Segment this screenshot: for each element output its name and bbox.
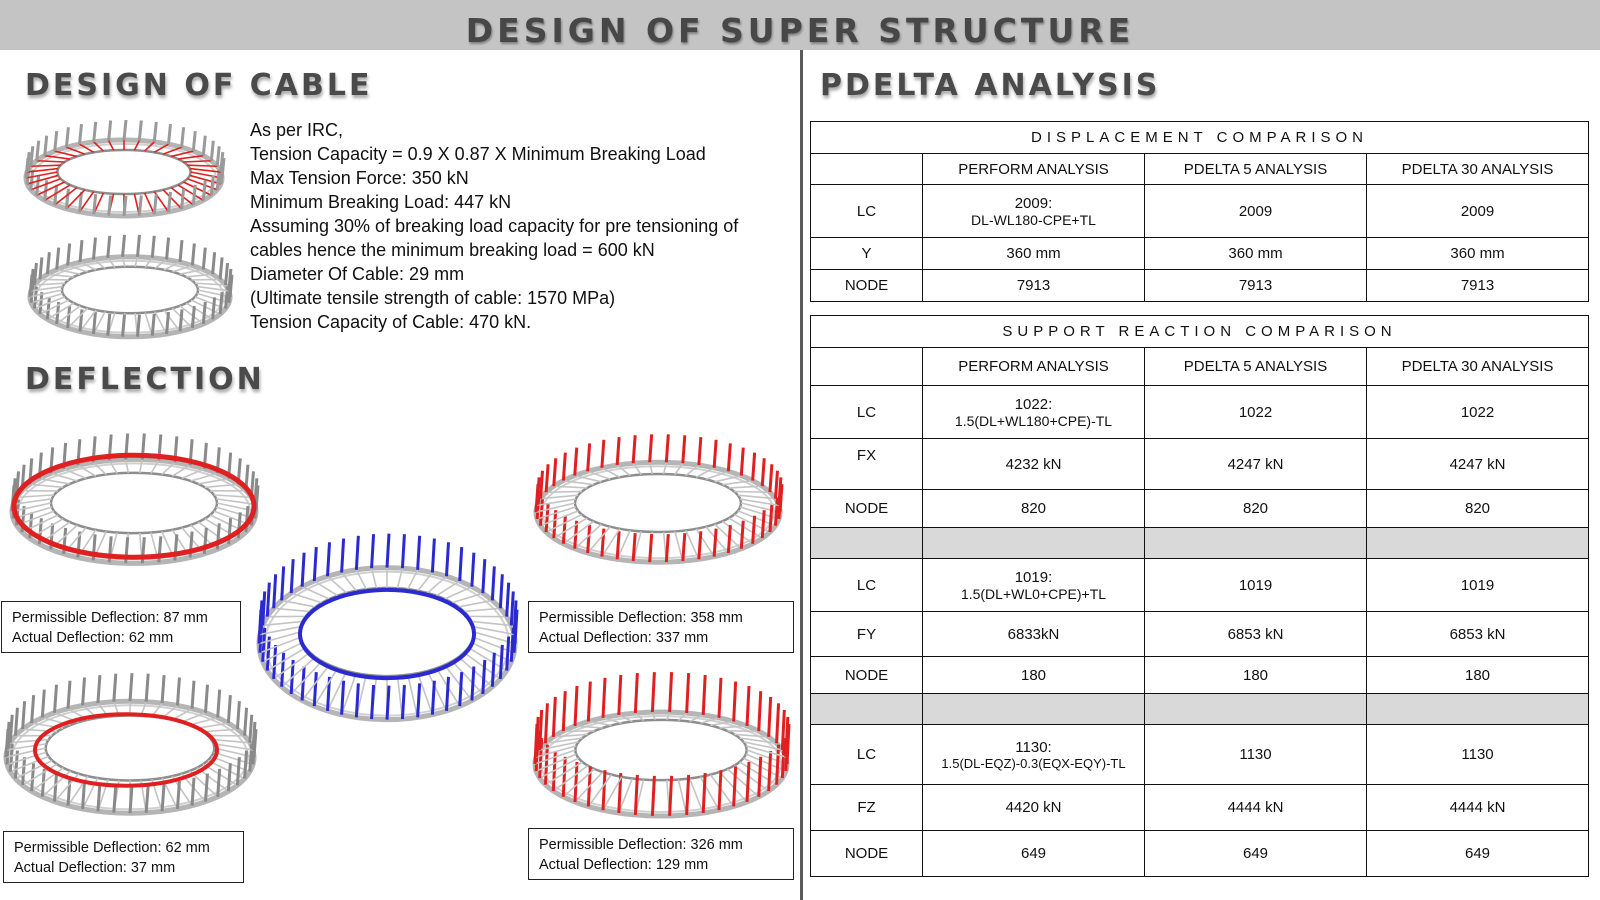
table-cell: 1019 xyxy=(1367,559,1589,612)
cable-line: Diameter Of Cable: 29 mm xyxy=(250,264,465,284)
cable-text xyxy=(250,118,790,334)
lc-combination: 1.5(DL-EQZ)-0.3(EQX-EQY)-TL xyxy=(941,755,1126,771)
table-cell xyxy=(923,386,1145,439)
header-cell-empty xyxy=(811,154,923,185)
permissible-deflection: Permissible Deflection: 326 mm xyxy=(539,837,743,853)
row-label: FZ xyxy=(811,785,923,831)
lc-value: 1022: xyxy=(1014,395,1053,413)
table-cell: 2009 xyxy=(1367,185,1589,238)
column-header: PDELTA 5 ANALYSIS xyxy=(1145,154,1367,185)
cable-line: Tension Capacity of Cable: 470 kN. xyxy=(250,312,532,332)
table-cell: 4420 kN xyxy=(923,785,1145,831)
table-cell: 4232 kN xyxy=(923,439,1145,490)
page-title: DESIGN OF SUPER STRUCTURE xyxy=(465,11,1135,50)
row-label: FY xyxy=(811,612,923,657)
row-label: LC xyxy=(811,559,923,612)
table-cell: 360 mm xyxy=(1145,238,1367,270)
table-cell: 7913 xyxy=(1145,270,1367,302)
table-cell xyxy=(923,559,1145,612)
table-cell: 4444 kN xyxy=(1145,785,1367,831)
table-cell: 360 mm xyxy=(1367,238,1589,270)
lc-value: 1019: xyxy=(1014,568,1053,586)
table-cell: 1019 xyxy=(1145,559,1367,612)
table-cell: 820 xyxy=(923,490,1145,528)
table-row xyxy=(811,785,1589,831)
table-row xyxy=(811,657,1589,694)
row-label: NODE xyxy=(811,657,923,694)
lc-combination: DL-WL180-CPE+TL xyxy=(971,211,1096,228)
table-cell: 6853 kN xyxy=(1145,612,1367,657)
deflection-ring-4-image xyxy=(526,668,796,820)
table-cell: 360 mm xyxy=(923,238,1145,270)
table-cell: 649 xyxy=(1367,831,1589,877)
cable-line: (Ultimate tensile strength of cable: 1570 MPa) xyxy=(250,288,616,308)
lc-value: 2009: xyxy=(1014,194,1053,212)
table-cell xyxy=(923,725,1145,785)
ring-model xyxy=(536,434,782,562)
column-header: PDELTA 30 ANALYSIS xyxy=(1367,154,1589,185)
table-cell: 1022 xyxy=(1367,386,1589,439)
ring-model xyxy=(6,673,256,813)
lc-combination: 1.5(DL+WL180+CPE)-TL xyxy=(954,412,1113,429)
lc-value: 1130: xyxy=(1015,738,1052,756)
table-cell: 4444 kN xyxy=(1367,785,1589,831)
actual-deflection: Actual Deflection: 337 mm xyxy=(539,630,709,646)
deflection-caption-3 xyxy=(3,831,244,883)
cable-heading: DESIGN OF CABLE xyxy=(25,68,373,103)
table-row xyxy=(811,559,1589,612)
ring-model xyxy=(26,120,224,216)
column-header: PDELTA 30 ANALYSIS xyxy=(1367,348,1589,386)
actual-deflection: Actual Deflection: 129 mm xyxy=(539,857,709,873)
deflection-heading: DEFLECTION xyxy=(25,362,265,397)
deflection-ring-3-image xyxy=(0,668,265,820)
table-cell: 2009 xyxy=(1145,185,1367,238)
table-row xyxy=(811,725,1589,785)
displacement-comparison-table xyxy=(810,121,1589,302)
table-row xyxy=(811,612,1589,657)
column-header: PERFORM ANALYSIS xyxy=(923,154,1145,185)
table-row xyxy=(811,185,1589,238)
table-cell: 180 xyxy=(923,657,1145,694)
deflection-caption-2 xyxy=(528,601,794,653)
cable-line: Minimum Breaking Load: 447 kN xyxy=(250,192,512,212)
table-cell: 6853 kN xyxy=(1367,612,1589,657)
row-label: Y xyxy=(811,238,923,270)
cable-line: As per IRC, xyxy=(250,120,344,140)
deflection-caption-1 xyxy=(1,601,241,653)
cable-line: Tension Capacity = 0.9 X 0.87 X Minimum Breaking Load xyxy=(250,144,706,164)
table-row xyxy=(811,386,1589,439)
row-label: LC xyxy=(811,185,923,238)
ring-model xyxy=(259,534,517,720)
deflection-ring-center-image xyxy=(252,530,522,730)
permissible-deflection: Permissible Deflection: 62 mm xyxy=(14,840,210,856)
table-cell: 1130 xyxy=(1145,725,1367,785)
table-cell: 4247 kN xyxy=(1367,439,1589,490)
deflection-ring-1-image xyxy=(4,425,264,575)
table-row xyxy=(811,490,1589,528)
table-cell: 7913 xyxy=(1367,270,1589,302)
vertical-divider xyxy=(800,50,803,900)
table-cell: 7913 xyxy=(923,270,1145,302)
pdelta-heading: PDELTA ANALYSIS xyxy=(820,68,1161,103)
row-label: NODE xyxy=(811,270,923,302)
lc-combination: 1.5(DL+WL0+CPE)+TL xyxy=(960,585,1107,602)
table-cell: 820 xyxy=(1145,490,1367,528)
table-cell: 1022 xyxy=(1145,386,1367,439)
table-cell: 820 xyxy=(1367,490,1589,528)
separator-row xyxy=(811,528,1589,559)
table-cell: 180 xyxy=(1367,657,1589,694)
row-label: NODE xyxy=(811,490,923,528)
title-bar xyxy=(0,0,1600,50)
separator-row xyxy=(811,694,1589,725)
permissible-deflection: Permissible Deflection: 87 mm xyxy=(12,610,208,626)
cable-line: Assuming 30% of breaking load capacity for pre tensioning of xyxy=(250,216,739,236)
table-row xyxy=(811,238,1589,270)
table-row xyxy=(811,270,1589,302)
table-row xyxy=(811,439,1589,490)
table-cell: 4247 kN xyxy=(1145,439,1367,490)
table-cell: 649 xyxy=(1145,831,1367,877)
row-label: LC xyxy=(811,386,923,439)
row-label: FX xyxy=(811,439,923,490)
table-cell: 649 xyxy=(923,831,1145,877)
column-header: PDELTA 5 ANALYSIS xyxy=(1145,348,1367,386)
table-cell xyxy=(923,185,1145,238)
deflection-caption-4 xyxy=(528,828,794,880)
cable-line: Max Tension Force: 350 kN xyxy=(250,168,469,188)
row-label: LC xyxy=(811,725,923,785)
table-caption: SUPPORT REACTION COMPARISON xyxy=(811,316,1589,348)
table-cell: 180 xyxy=(1145,657,1367,694)
cable-line: cables hence the minimum breaking load = 600 kN xyxy=(250,240,655,260)
deflection-ring-2-image xyxy=(526,425,791,575)
row-label: NODE xyxy=(811,831,923,877)
ring-model xyxy=(535,672,789,816)
actual-deflection: Actual Deflection: 62 mm xyxy=(12,630,174,646)
actual-deflection: Actual Deflection: 37 mm xyxy=(14,860,176,876)
support-reaction-comparison-table xyxy=(810,315,1589,877)
table-cell: 6833kN xyxy=(923,612,1145,657)
cable-ring-red-image xyxy=(14,112,234,222)
column-header: PERFORM ANALYSIS xyxy=(923,348,1145,386)
ring-model xyxy=(30,235,232,337)
ring-model xyxy=(12,434,258,564)
table-caption: DISPLACEMENT COMPARISON xyxy=(811,122,1589,154)
header-cell-empty xyxy=(811,348,923,386)
cable-ring-gray-image xyxy=(20,228,240,343)
table-cell: 1130 xyxy=(1367,725,1589,785)
table-row xyxy=(811,831,1589,877)
permissible-deflection: Permissible Deflection: 358 mm xyxy=(539,610,743,626)
